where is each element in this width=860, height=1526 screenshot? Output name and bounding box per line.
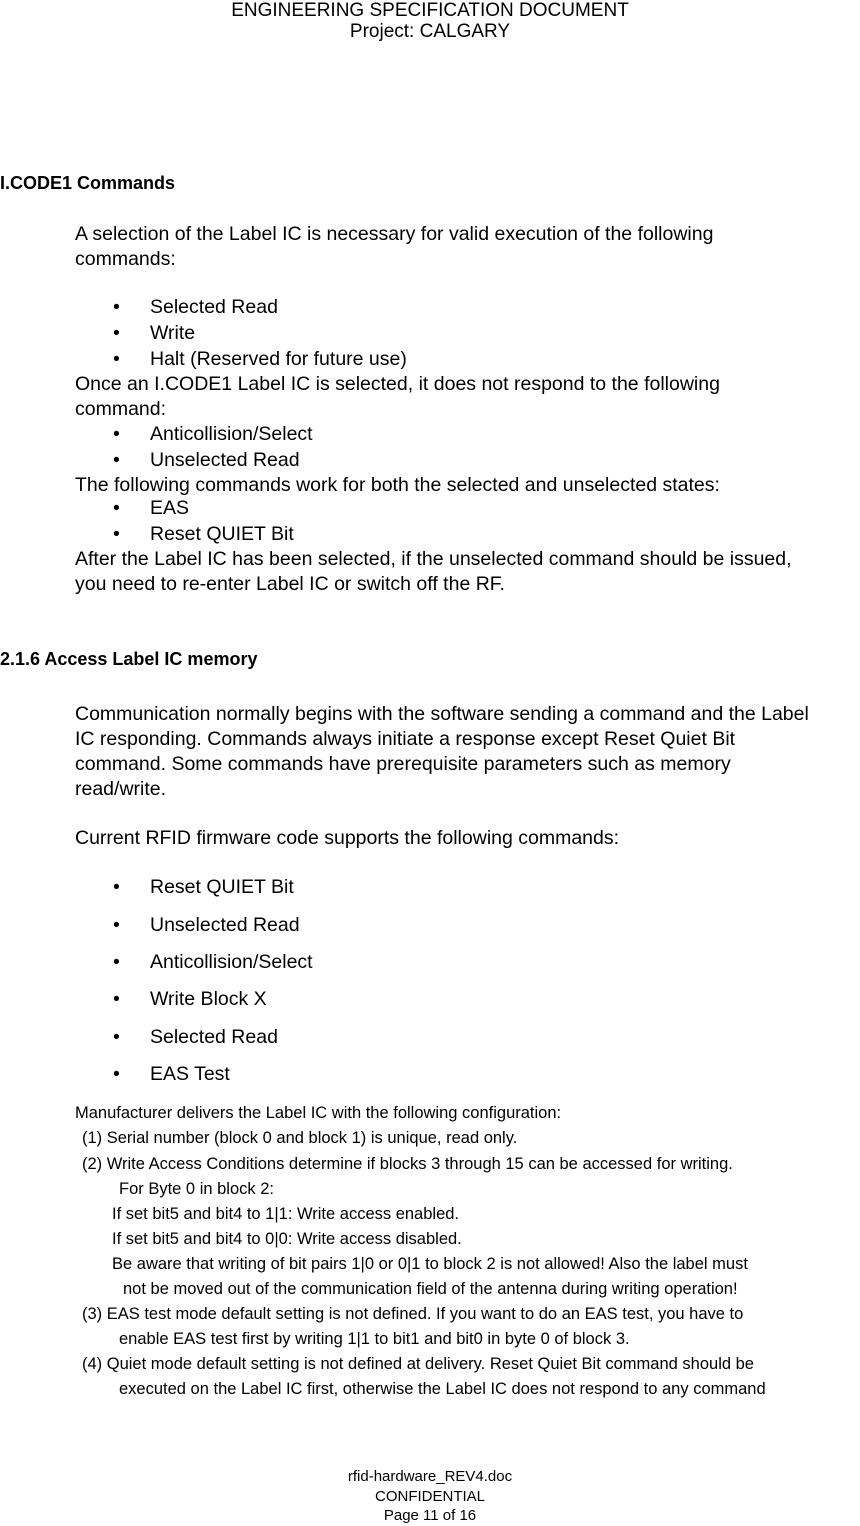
- bullet-label: Selected Read: [150, 296, 278, 318]
- command-label: Reset QUIET Bit: [150, 876, 294, 898]
- paragraph-line: command. Some commands have prerequisite parameters such as memory: [75, 753, 731, 775]
- bullet-icon: •: [113, 296, 120, 318]
- paragraph-line: After the Label IC has been selected, if the unselected command should be issued,: [75, 548, 792, 570]
- bullet-icon: •: [113, 423, 120, 445]
- config-item: (1) Serial number (block 0 and block 1) is unique, read only.: [82, 1129, 518, 1147]
- bullet-item: [113, 296, 278, 319]
- bullet-item: [113, 322, 195, 345]
- bullet-icon: •: [113, 1063, 120, 1085]
- bullet-icon: •: [113, 1026, 120, 1048]
- config-item: (3) EAS test mode default setting is not defined. If you want to do an EAS test, you have to: [82, 1305, 744, 1323]
- config-item-continuation: If set bit5 and bit4 to 0|0: Write access disabled.: [112, 1230, 462, 1248]
- footer-filename: rfid-hardware_REV4.doc: [347, 1468, 513, 1485]
- bullet-icon: •: [113, 988, 120, 1010]
- header-project: Project: CALGARY: [349, 21, 511, 42]
- command-label: EAS Test: [150, 1063, 230, 1085]
- command-label: Write Block X: [150, 988, 267, 1010]
- bullet-icon: •: [113, 523, 120, 545]
- paragraph-line: Communication normally begins with the software sending a command and the Label: [75, 703, 809, 725]
- bullet-item: [113, 497, 189, 520]
- paragraph-line: Once an I.CODE1 Label IC is selected, it does not respond to the following: [75, 373, 720, 395]
- bullet-icon: •: [113, 322, 120, 344]
- bullet-label: EAS: [150, 497, 190, 519]
- command-label: Unselected Read: [150, 914, 300, 936]
- config-item-continuation: Be aware that writing of bit pairs 1|0 or 0|1 to block 2 is not allowed! Also the label must: [112, 1255, 748, 1273]
- bullet-icon: •: [113, 449, 120, 471]
- config-item-continuation: If set bit5 and bit4 to 1|1: Write access enabled.: [112, 1205, 460, 1223]
- footer-confidential: CONFIDENTIAL: [374, 1488, 485, 1505]
- command-item: [113, 988, 267, 1011]
- bullet-icon: •: [113, 951, 120, 973]
- command-item: [113, 1063, 230, 1086]
- config-item-continuation: enable EAS test first by writing 1|1 to bit1 and bit0 in byte 0 of block 3.: [119, 1330, 630, 1348]
- bullet-item: [113, 449, 300, 472]
- paragraph-line: The following commands work for both the selected and unselected states:: [75, 474, 720, 496]
- config-item-continuation: executed on the Label IC first, otherwise the Label IC does not respond to any command: [119, 1380, 766, 1398]
- paragraph-line: command:: [75, 398, 167, 420]
- config-item-continuation: not be moved out of the communication field of the antenna during writing operation!: [123, 1280, 738, 1298]
- paragraph-line: read/write.: [75, 778, 167, 800]
- bullet-icon: •: [113, 348, 120, 370]
- bullet-item: [113, 348, 407, 371]
- command-item: [113, 951, 313, 974]
- section-heading-access-memory: 2.1.6 Access Label IC memory: [0, 649, 258, 669]
- paragraph-line: Current RFID firmware code supports the following commands:: [75, 827, 620, 849]
- command-label: Anticollision/Select: [150, 951, 313, 973]
- bullet-label: Anticollision/Select: [150, 423, 313, 445]
- command-label: Selected Read: [150, 1026, 278, 1048]
- config-item: (4) Quiet mode default setting is not defined at delivery. Reset Quiet Bit command should be: [82, 1355, 754, 1373]
- paragraph-line: you need to re-enter Label IC or switch off the RF.: [75, 573, 505, 595]
- paragraph-line: commands:: [75, 248, 176, 270]
- bullet-item: [113, 423, 313, 446]
- paragraph-line: A selection of the Label IC is necessary for valid execution of the following: [75, 223, 714, 245]
- config-item-continuation: For Byte 0 in block 2:: [119, 1180, 274, 1198]
- config-intro: Manufacturer delivers the Label IC with the following configuration:: [75, 1104, 562, 1122]
- command-item: [113, 914, 300, 937]
- command-item: [113, 1026, 278, 1049]
- config-item: (2) Write Access Conditions determine if blocks 3 through 15 can be accessed for writing.: [82, 1155, 733, 1173]
- bullet-icon: •: [113, 876, 120, 898]
- paragraph-line: IC responding. Commands always initiate a response except Reset Quiet Bit: [75, 728, 736, 750]
- bullet-label: Unselected Read: [150, 449, 300, 471]
- section-heading-icode1: I.CODE1 Commands: [0, 173, 176, 193]
- bullet-icon: •: [113, 497, 120, 519]
- footer-page-number: Page 11 of 16: [383, 1507, 477, 1524]
- bullet-item: [113, 523, 294, 546]
- bullet-icon: •: [113, 914, 120, 936]
- command-item: [113, 876, 294, 899]
- header-doc-title: ENGINEERING SPECIFICATION DOCUMENT: [231, 0, 629, 21]
- bullet-label: Halt (Reserved for future use): [150, 348, 407, 370]
- bullet-label: Write: [150, 322, 196, 344]
- bullet-label: Reset QUIET Bit: [150, 523, 294, 545]
